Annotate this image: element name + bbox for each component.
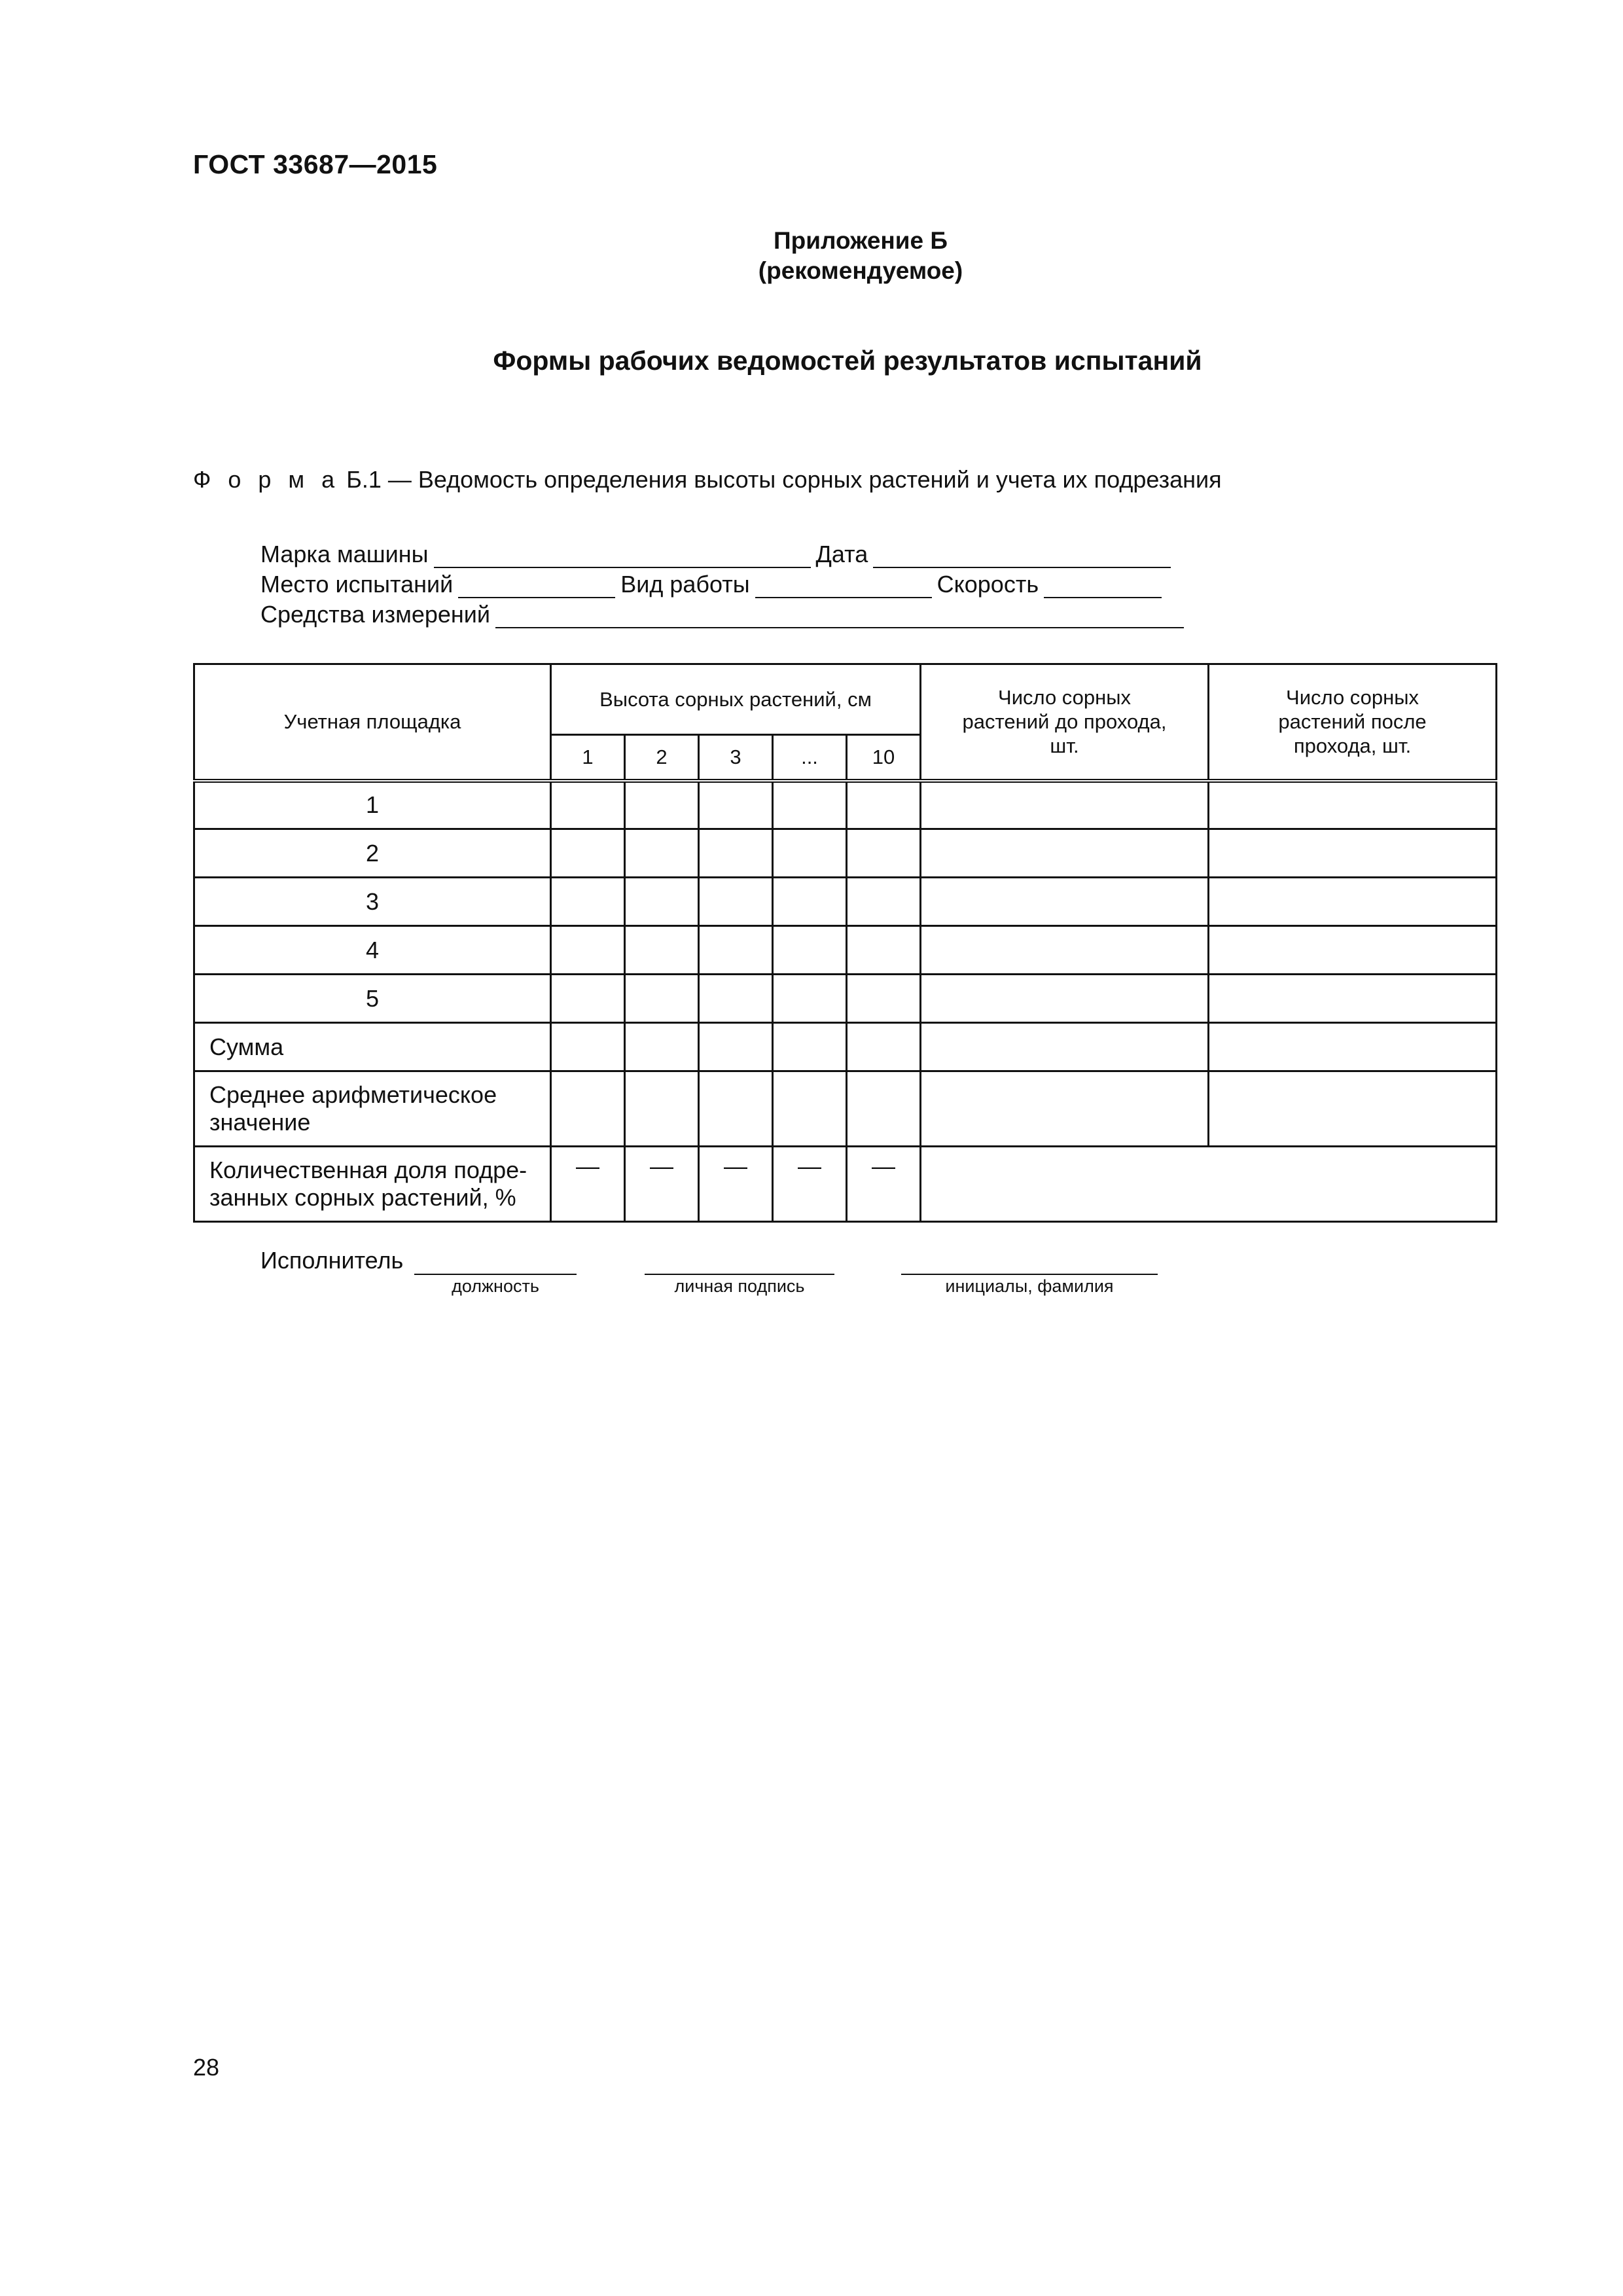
header-height: Высота сорных растений, см <box>551 664 921 735</box>
place-input-line[interactable] <box>458 573 615 598</box>
initials-line[interactable] <box>901 1274 1158 1275</box>
cell[interactable] <box>921 781 1209 829</box>
header-count-before: Число сорных растений до прохода, шт. <box>921 664 1209 781</box>
cell[interactable] <box>1209 878 1497 926</box>
row-label: 3 <box>194 878 551 926</box>
table-row <box>194 781 1497 829</box>
cell[interactable] <box>847 781 921 829</box>
header-height-sub-1: 1 <box>551 735 625 781</box>
cell[interactable] <box>847 1071 921 1147</box>
signature-caption: личная подпись <box>674 1276 805 1296</box>
cell[interactable] <box>551 829 625 878</box>
dash-cell: — <box>625 1147 699 1222</box>
cell[interactable] <box>921 878 1209 926</box>
cell[interactable] <box>847 1023 921 1071</box>
header-plot: Учетная площадка <box>194 664 551 781</box>
cell[interactable] <box>773 1071 847 1147</box>
cell[interactable] <box>625 926 699 975</box>
cell[interactable] <box>1209 926 1497 975</box>
page-number: 28 <box>193 2054 220 2081</box>
cell[interactable] <box>773 975 847 1023</box>
cell[interactable] <box>699 926 773 975</box>
annex-title: Приложение Б <box>774 227 948 254</box>
dash-cell: — <box>847 1147 921 1222</box>
cell[interactable] <box>551 781 625 829</box>
cell[interactable] <box>773 829 847 878</box>
standard-number: ГОСТ 33687—2015 <box>193 149 438 179</box>
dash-cell: — <box>551 1147 625 1222</box>
table-row-mean <box>194 1071 1497 1147</box>
brand-input-line[interactable] <box>434 543 811 568</box>
speed-input-line[interactable] <box>1044 573 1162 598</box>
instruments-label: Средства измерений <box>260 601 491 628</box>
table-row-sum <box>194 1023 1497 1071</box>
cell[interactable] <box>921 829 1209 878</box>
dash-cell: — <box>773 1147 847 1222</box>
header-height-sub-2: 2 <box>625 735 699 781</box>
form-caption-prefix: Ф о р м а <box>193 466 340 493</box>
cell[interactable] <box>1209 829 1497 878</box>
row-label-mean: Среднее арифметическое значение <box>194 1071 551 1147</box>
form-caption <box>193 466 1222 493</box>
header-count-after: Число сорных растений после прохода, шт. <box>1209 664 1497 781</box>
place-label: Место испытаний <box>260 571 454 598</box>
table-row <box>194 975 1497 1023</box>
results-table <box>193 663 1497 1223</box>
initials-caption: инициалы, фамилия <box>945 1276 1114 1296</box>
speed-label: Скорость <box>936 571 1039 598</box>
table-row <box>194 926 1497 975</box>
cell[interactable] <box>551 926 625 975</box>
cell[interactable] <box>773 878 847 926</box>
row-label: 1 <box>194 781 551 829</box>
field-line-place-work-speed <box>260 568 1167 598</box>
signature-line[interactable] <box>645 1274 834 1275</box>
cell[interactable] <box>551 878 625 926</box>
date-label: Дата <box>815 541 868 567</box>
cell[interactable] <box>551 1023 625 1071</box>
row-label: 4 <box>194 926 551 975</box>
cell[interactable] <box>625 878 699 926</box>
cell[interactable] <box>551 975 625 1023</box>
cell[interactable] <box>699 781 773 829</box>
cell[interactable] <box>625 829 699 878</box>
form-caption-text: Б.1 — Ведомость определения высоты сорных растений и учета их подрезания <box>346 466 1222 493</box>
cell[interactable] <box>921 926 1209 975</box>
cell[interactable] <box>847 975 921 1023</box>
work-type-label: Вид работы <box>620 571 750 598</box>
cell[interactable] <box>921 1023 1209 1071</box>
position-caption: должность <box>452 1276 539 1296</box>
table-row <box>194 829 1497 878</box>
executor-label: Исполнитель <box>260 1247 404 1274</box>
work-type-input-line[interactable] <box>755 573 932 598</box>
cell[interactable] <box>699 878 773 926</box>
cell[interactable] <box>847 926 921 975</box>
table-row <box>194 878 1497 926</box>
section-title: Формы рабочих ведомостей результатов испытаний <box>493 346 1202 376</box>
cell[interactable] <box>773 1023 847 1071</box>
cell[interactable] <box>551 1071 625 1147</box>
cell[interactable] <box>1209 1071 1497 1147</box>
instruments-input-line[interactable] <box>495 603 1184 628</box>
cell[interactable] <box>1209 781 1497 829</box>
brand-label: Марка машины <box>260 541 429 567</box>
row-label-share: Количественная доля подре-занных сорных растений, % <box>194 1147 551 1222</box>
date-input-line[interactable] <box>873 543 1171 568</box>
row-label: 5 <box>194 975 551 1023</box>
cell[interactable] <box>625 1071 699 1147</box>
cell[interactable] <box>921 1071 1209 1147</box>
annex-subtitle: (рекомендуемое) <box>758 257 963 284</box>
header-height-sub-3: 3 <box>699 735 773 781</box>
cell[interactable] <box>699 975 773 1023</box>
table-row-share <box>194 1147 1497 1222</box>
cell[interactable] <box>699 1071 773 1147</box>
field-line-brand-date <box>260 538 1176 568</box>
cell[interactable] <box>625 975 699 1023</box>
cell[interactable] <box>699 829 773 878</box>
header-height-sub-ellipsis: ... <box>773 735 847 781</box>
header-height-sub-10: 10 <box>847 735 921 781</box>
cell[interactable] <box>773 926 847 975</box>
cell[interactable] <box>699 1023 773 1071</box>
cell[interactable] <box>773 781 847 829</box>
dash-cell: — <box>699 1147 773 1222</box>
cell[interactable] <box>1209 975 1497 1023</box>
cell-share-merged[interactable] <box>921 1147 1497 1222</box>
position-line[interactable] <box>414 1274 577 1275</box>
cell[interactable] <box>847 878 921 926</box>
annex-heading <box>746 226 975 286</box>
row-label: 2 <box>194 829 551 878</box>
cell[interactable] <box>1209 1023 1497 1071</box>
field-line-instruments <box>260 598 1189 628</box>
cell[interactable] <box>921 975 1209 1023</box>
row-label-sum: Сумма <box>194 1023 551 1071</box>
cell[interactable] <box>625 1023 699 1071</box>
cell[interactable] <box>625 781 699 829</box>
cell[interactable] <box>847 829 921 878</box>
